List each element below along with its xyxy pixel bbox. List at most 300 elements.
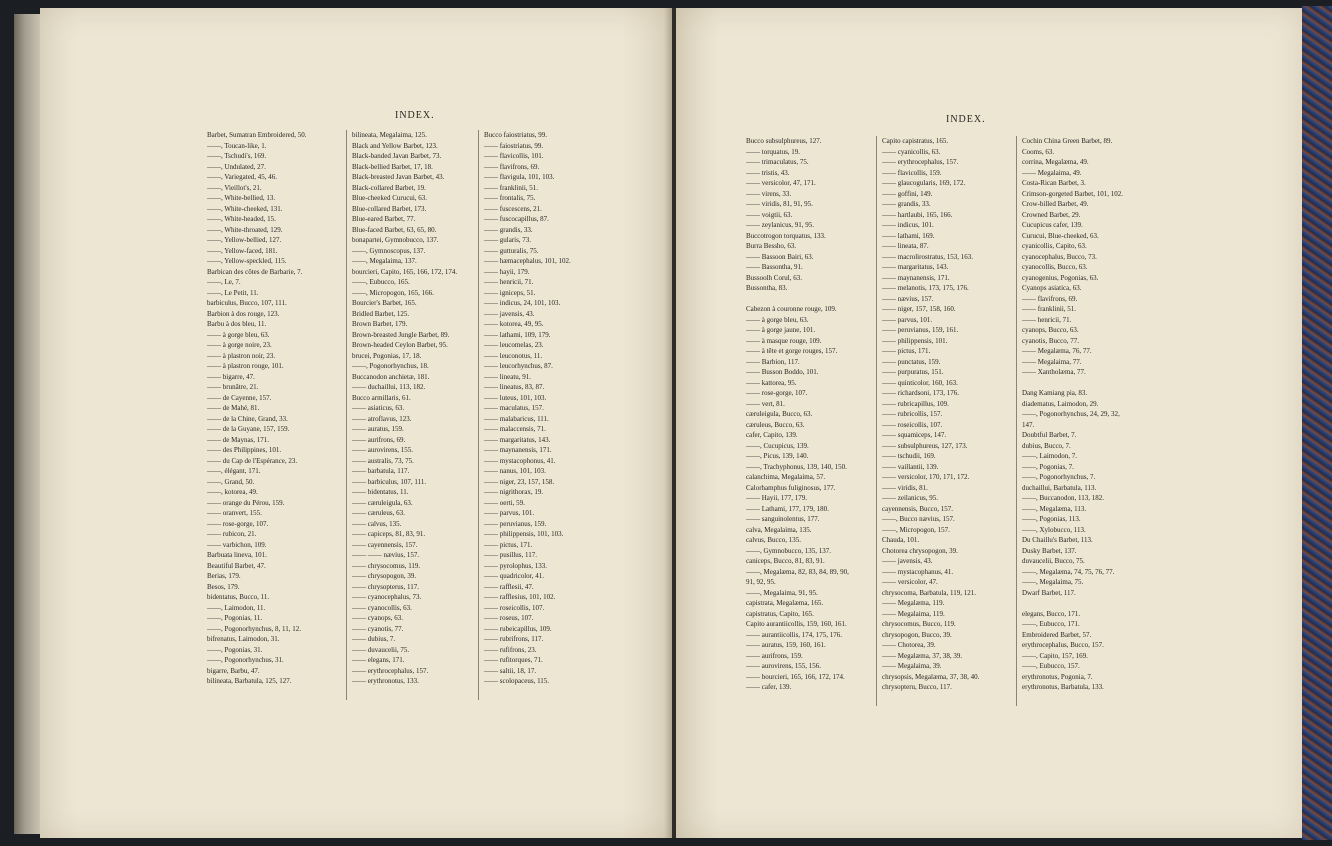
index-entry: Bussontha, 83. bbox=[746, 284, 788, 292]
index-entry: Cooms, 63. bbox=[1022, 147, 1055, 156]
index-entry: cyanicollis, Capito, 63. bbox=[1022, 242, 1087, 250]
index-entry: —— mystacophonus, 41. bbox=[484, 456, 556, 465]
index-entry: —— zeilanicus, 95. bbox=[882, 494, 938, 502]
index-entry: —— squamiceps, 147. bbox=[882, 431, 947, 439]
index-entry: —— gularis, 73. bbox=[484, 236, 532, 244]
index-entry: ——, Le Petit, 11. bbox=[207, 288, 259, 297]
index-entry: —— javensis, 43. bbox=[882, 557, 933, 565]
index-entry: ——, Capito, 157, 169. bbox=[1022, 651, 1088, 660]
left-column-3 bbox=[484, 130, 624, 702]
index-entry: Bucco armillaris, 61. bbox=[352, 393, 411, 402]
index-entry: Costa-Rican Barbet, 3. bbox=[1022, 179, 1086, 187]
index-entry: Bourcier's Barbet, 165. bbox=[352, 299, 417, 307]
index-entry: —— elegans, 171. bbox=[352, 656, 405, 664]
index-entry: —— subsulphureus, 127, 173. bbox=[882, 441, 968, 450]
index-entry: —— malabaricus, 111. bbox=[484, 414, 549, 423]
index-entry: —— auratus, 159, 160, 161. bbox=[746, 641, 826, 649]
index-entry: —— fuscescens, 21. bbox=[484, 204, 542, 213]
index-entry: —— gutturalis, 75. bbox=[484, 246, 539, 255]
index-entry: —— lathami, 169. bbox=[882, 231, 935, 240]
index-entry: ——, Pogonorhynchus, 8, 11, 12. bbox=[207, 624, 302, 633]
index-entry: —— sanguinolentus, 177. bbox=[746, 515, 820, 523]
index-entry: —— duchaillui, 113, 182. bbox=[352, 383, 426, 391]
index-entry: —— flavifrons, 69. bbox=[1022, 294, 1078, 303]
index-entry: ——, White-throated, 129. bbox=[207, 225, 283, 234]
index-entry: cafer, Capito, 139. bbox=[746, 431, 798, 439]
index-entry: —— javensis, 43. bbox=[484, 309, 535, 318]
index-entry: —— chrysocomus, 119. bbox=[352, 561, 421, 570]
index-entry: —— dubius, 7. bbox=[352, 635, 396, 643]
index-entry: —— oranvert, 155. bbox=[207, 509, 262, 517]
index-entry: —— henricii, 71. bbox=[1022, 315, 1072, 324]
index-entry: ——, Laimodon, 7. bbox=[1022, 452, 1078, 460]
index-entry: ——, Pogonias, 31. bbox=[207, 645, 263, 654]
index-entry: —— roseus, 107. bbox=[484, 614, 534, 622]
index-entry: ——, Pogonorhynchus, 31. bbox=[207, 656, 284, 664]
index-entry: ——, Yellow-faced, 181. bbox=[207, 246, 278, 255]
index-entry: —— lathami, 109, 179. bbox=[484, 330, 551, 339]
index-entry: —— flavigula, 101, 103. bbox=[484, 173, 555, 181]
index-entry: —— auratus, 159. bbox=[352, 425, 404, 433]
index-entry: cæruleus, Bucco, 63. bbox=[746, 420, 805, 429]
index-entry bbox=[1022, 378, 1162, 389]
index-entry: —— cæruleus, 63. bbox=[352, 509, 405, 517]
index-entry: —— parvus, 101. bbox=[882, 315, 933, 324]
index-entry: —— parvus, 101. bbox=[484, 509, 535, 517]
index-entry: Dwarf Barbet, 117. bbox=[1022, 588, 1076, 597]
index-entry: Blue-collared Barbet, 173. bbox=[352, 204, 427, 213]
index-entry: —— Megalaima, 77. bbox=[1022, 357, 1082, 366]
index-entry: —— rubeicapillus, 109. bbox=[484, 624, 552, 633]
index-entry: ——, Xylobucco, 113. bbox=[1022, 525, 1086, 534]
index-entry: —— flavicollis, 101. bbox=[484, 152, 544, 160]
index-entry: ——, Eubucco, 157. bbox=[1022, 662, 1080, 670]
index-entry: ——, Pogonorhynchus, 24, 29, 32, bbox=[1022, 410, 1120, 418]
book-page-edges bbox=[14, 14, 42, 834]
index-entry: ——, Megalæma, 113. bbox=[1022, 504, 1087, 513]
index-entry: —— lineata, 87. bbox=[882, 242, 929, 250]
index-entry: —— peruvianus, 159, 161. bbox=[882, 326, 959, 334]
index-entry: Buccanodon anchietæ, 181. bbox=[352, 372, 430, 381]
index-entry: Bucco faiostriatus, 99. bbox=[484, 131, 547, 139]
index-entry: —— hayii, 179. bbox=[484, 267, 530, 276]
index-entry: ——, Eubucco, 171. bbox=[1022, 620, 1080, 628]
index-entry: —— bidentatus, 11. bbox=[352, 488, 409, 496]
index-entry: cyanocephalus, Bucco, 73. bbox=[1022, 252, 1097, 261]
index-entry: —— cyanicollis, 63. bbox=[882, 147, 941, 156]
index-entry: —— philippensis, 101, 103. bbox=[484, 530, 564, 538]
index-entry: —— Chotorea, 39. bbox=[882, 641, 936, 649]
index-entry: —— bourcieri, 165, 166, 172, 174. bbox=[746, 672, 845, 681]
index-entry: —— versicolor, 170, 171, 172. bbox=[882, 473, 970, 481]
index-entry: ——, Buccanodon, 113, 182. bbox=[1022, 494, 1104, 502]
index-entry: —— cafer, 139. bbox=[746, 683, 792, 691]
index-entry: —— cæruleigula, 63. bbox=[352, 498, 413, 507]
index-entry: Cochin China Green Barbet, 89. bbox=[1022, 137, 1113, 145]
index-entry: —— cyanops, 63. bbox=[352, 614, 403, 622]
index-entry: —— grandis, 33. bbox=[484, 225, 533, 234]
index-entry: —— flavifrons, 69. bbox=[484, 162, 540, 171]
index-entry: —— des Philippines, 101. bbox=[207, 446, 282, 454]
index-entry: —— hartlaubi, 165, 166. bbox=[882, 210, 953, 219]
index-entry: —— luteus, 101, 103. bbox=[484, 393, 547, 402]
index-entry: —— tristis, 43. bbox=[746, 168, 790, 177]
index-entry: —— cyanotis, 77. bbox=[352, 624, 404, 633]
index-entry: —— rubrifrons, 117. bbox=[484, 635, 544, 643]
index-entry: Dusky Barbet, 137. bbox=[1022, 546, 1077, 555]
index-entry: ——, élégant, 171. bbox=[207, 467, 261, 475]
index-entry: Beautiful Barbet, 47. bbox=[207, 561, 266, 570]
index-entry: Besos, 179. bbox=[207, 582, 240, 591]
index-entry: —— indicus, 101. bbox=[882, 221, 934, 229]
index-entry: —— igniceps, 51. bbox=[484, 288, 536, 297]
index-entry: —— maynanensis, 171. bbox=[882, 273, 950, 282]
index-entry: —— versicolor, 47. bbox=[882, 578, 938, 586]
index-entry: ——, Undulated, 27. bbox=[207, 162, 266, 171]
index-entry: —— malaccensis, 71. bbox=[484, 425, 546, 433]
index-entry: —— de la Chine, Grand, 33. bbox=[207, 414, 288, 423]
index-entry: —— de la Guyane, 157, 159. bbox=[207, 425, 290, 433]
index-entry: Capito aurantiicollis, 159, 160, 161. bbox=[746, 620, 847, 628]
index-entry: chrysocoma, Barbatula, 119, 121. bbox=[882, 588, 977, 597]
index-entry: Cabezon à couronne rouge, 109. bbox=[746, 305, 837, 313]
index-entry: Black and Yellow Barbet, 123. bbox=[352, 141, 438, 150]
index-entry: —— chrysopterus, 117. bbox=[352, 582, 420, 591]
index-entry: —— de Mahé, 81. bbox=[207, 404, 260, 412]
index-entry: capistrata, Megalæma, 165. bbox=[746, 599, 824, 607]
index-entry: —— à plastron noir, 23. bbox=[207, 351, 276, 360]
index-entry: erythronotus, Barbatula, 133. bbox=[1022, 683, 1104, 691]
index-entry: ——, Vieillot's, 21. bbox=[207, 183, 262, 192]
index-entry: Barbican des côtes de Barbarie, 7. bbox=[207, 267, 303, 276]
index-entry: Chotorea chrysopogon, 39. bbox=[882, 546, 958, 555]
index-entry: —— indicus, 24, 101, 103. bbox=[484, 299, 561, 307]
index-entry: ——, Grand, 50. bbox=[207, 477, 255, 486]
index-entry: elegans, Bucco, 171. bbox=[1022, 609, 1081, 618]
index-entry: —— rose-gorge, 107. bbox=[207, 519, 269, 528]
index-entry: —— pusillus, 117. bbox=[484, 551, 538, 559]
index-entry: ——, Micropogon, 157. bbox=[882, 525, 950, 534]
index-entry: ——, Yellow-bellied, 127. bbox=[207, 236, 282, 244]
index-entry: ——, White-headed, 15. bbox=[207, 215, 276, 223]
index-entry: —— lineatus, 83, 87. bbox=[484, 383, 545, 391]
index-entry: ——, Gymnoscopus, 137. bbox=[352, 246, 426, 255]
index-entry: —— australis, 73, 75. bbox=[352, 456, 414, 465]
left-page bbox=[40, 8, 672, 838]
index-entry: ——, White-cheeked, 131. bbox=[207, 204, 283, 213]
index-entry: —— de Maynas, 171. bbox=[207, 435, 270, 444]
index-entry: —— rubricollis, 157. bbox=[882, 410, 943, 418]
index-entry: chrysopogon, Bucco, 39. bbox=[882, 630, 952, 639]
index-entry: —— grandis, 33. bbox=[882, 200, 931, 208]
index-entry: cæruleigula, Bucco, 63. bbox=[746, 410, 813, 418]
index-entry: —— punctatus, 159. bbox=[882, 357, 941, 366]
index-entry: chrysopsis, Megalæma, 37, 38, 40. bbox=[882, 672, 980, 681]
index-entry: —— faiostriatus, 99. bbox=[484, 141, 544, 150]
left-column-1 bbox=[207, 130, 335, 702]
index-entry: —— melanotis, 173, 175, 176. bbox=[882, 284, 969, 292]
index-entry: corrina, Megalæma, 49. bbox=[1022, 158, 1089, 166]
index-entry: —— tschudii, 169. bbox=[882, 452, 936, 460]
index-entry: —— erythrocephalus, 157. bbox=[352, 666, 429, 675]
index-entry: —— cyanocephalus, 73. bbox=[352, 593, 422, 601]
index-entry: Barbu à dos bleu, 11. bbox=[207, 320, 267, 328]
index-entry: Barbet, Sumatran Embroidered, 50. bbox=[207, 131, 307, 139]
index-entry: —— duvaucelii, 75. bbox=[352, 645, 410, 654]
index-entry: Barbion à dos rouge, 123. bbox=[207, 309, 280, 318]
index-entry: —— quinticolor, 160, 163. bbox=[882, 378, 958, 387]
index-entry: ——, Toucan-like, 1. bbox=[207, 141, 267, 150]
index-entry: Crow-billed Barbet, 49. bbox=[1022, 200, 1089, 208]
index-entry: —— franklinii, 51. bbox=[484, 183, 539, 192]
index-entry: Berias, 179. bbox=[207, 572, 241, 580]
index-entry bbox=[746, 294, 876, 305]
index-entry: ——, Gymnobucco, 135, 137. bbox=[746, 546, 831, 555]
index-entry: —— mystacophanus, 41. bbox=[882, 567, 954, 576]
index-entry: bonapartei, Gymnobucco, 137. bbox=[352, 236, 439, 244]
index-entry: Dang Kamiang pia, 83. bbox=[1022, 389, 1088, 397]
index-entry: ——, Variegated, 45, 46. bbox=[207, 173, 278, 181]
index-entry: —— à masque rouge, 109. bbox=[746, 336, 822, 345]
index-entry: calva, Megalaima, 135. bbox=[746, 525, 812, 534]
index-entry: ——, Megalaima, 137. bbox=[352, 257, 417, 265]
index-entry: —— à gorge noire, 23. bbox=[207, 341, 272, 349]
index-entry: ——, Megalaima, 75. bbox=[1022, 578, 1084, 586]
index-entry: —— leuconotus, 11. bbox=[484, 351, 543, 360]
index-entry: —— aurifrons, 69. bbox=[352, 435, 406, 444]
index-entry: —— pictus, 171. bbox=[882, 347, 931, 355]
index-entry: —— orange du Pérou, 159. bbox=[207, 498, 285, 507]
index-entry: —— à gorge bleu, 63. bbox=[746, 315, 809, 324]
index-entry: ——, Yellow-speckled, 115. bbox=[207, 257, 287, 265]
index-entry: —— cyanocollis, 63. bbox=[352, 603, 412, 612]
index-entry: —— Bassontha, 91. bbox=[746, 263, 803, 271]
index-entry: —— voigtii, 63. bbox=[746, 210, 793, 219]
marbled-cover-edge bbox=[1302, 6, 1332, 840]
index-entry: Blue-cheeked Curucui, 63. bbox=[352, 194, 428, 202]
right-page bbox=[676, 8, 1302, 838]
index-entry: —— chrysopogon, 39. bbox=[352, 572, 417, 580]
index-entry: Black-collared Barbet, 19. bbox=[352, 183, 426, 192]
index-entry: —— bigarre, 47. bbox=[207, 372, 255, 381]
index-entry: —— Busson Boddo, 101. bbox=[746, 368, 819, 376]
index-entry: chrysopteru, Bucco, 117. bbox=[882, 683, 952, 691]
index-entry: duchaillui, Barbatula, 113. bbox=[1022, 483, 1097, 492]
index-entry: —— leucorhynchus, 87. bbox=[484, 362, 553, 370]
index-entry: ——, Laimodon, 11. bbox=[207, 603, 266, 612]
index-entry: duvaucelii, Bucco, 75. bbox=[1022, 557, 1085, 565]
index-entry: —— hæmacephalus, 101, 102. bbox=[484, 257, 571, 265]
index-entry: —— rubicon, 21. bbox=[207, 530, 257, 538]
index-entry: —— varbichon, 109. bbox=[207, 540, 267, 549]
index-entry: —— margaritatus, 143. bbox=[484, 435, 551, 444]
index-entry: —— goffini, 149. bbox=[882, 189, 933, 198]
index-entry: ——, Pogonias, 11. bbox=[207, 614, 263, 622]
right-column-3 bbox=[1022, 136, 1162, 708]
index-entry: —— margaritatus, 143. bbox=[882, 263, 949, 271]
index-entry: —— quadricolor, 41. bbox=[484, 572, 544, 580]
right-column-1 bbox=[746, 136, 876, 708]
index-entry: Bucco subsulphureus, 127. bbox=[746, 137, 822, 145]
index-entry: —— nigrithorax, 19. bbox=[484, 488, 544, 496]
index-entry: bigarre, Barbu, 47. bbox=[207, 666, 260, 675]
index-entry: ——, Pogonias, 113. bbox=[1022, 515, 1081, 523]
index-entry: —— pyrolophus, 133. bbox=[484, 561, 547, 570]
index-entry: —— Lathami, 177, 179, 180. bbox=[746, 504, 829, 513]
index-entry: —— aurantiicollis, 174, 175, 176. bbox=[746, 630, 843, 639]
index-entry: —— aurovirens, 155, 156. bbox=[746, 662, 822, 670]
column-rule bbox=[346, 130, 347, 700]
index-entry: erythronotus, Pogonia, 7. bbox=[1022, 672, 1093, 681]
index-entry: —— versicolor, 47, 171. bbox=[746, 179, 816, 187]
index-entry: —— niger, 23, 157, 158. bbox=[484, 477, 555, 486]
index-entry: ——, Megalæma, 82, 83, 84, 89, 90, bbox=[746, 567, 849, 576]
index-entry: barbiculus, Bucco, 107, 111. bbox=[207, 299, 287, 307]
index-entry: Cucupicus cafer, 139. bbox=[1022, 221, 1083, 229]
index-entry: Brown-headed Ceylon Barbet, 95. bbox=[352, 341, 448, 349]
index-entry: ——, Le, 7. bbox=[207, 278, 241, 286]
index-entry: —— asiaticus, 63. bbox=[352, 404, 405, 412]
index-entry: —— viridis, 81, 91, 95. bbox=[746, 200, 813, 208]
index-entry: —— trimaculatus, 75. bbox=[746, 158, 809, 166]
index-entry: Crimson-gorgeted Barbet, 101, 102. bbox=[1022, 189, 1123, 198]
index-entry: Brown Barbet, 179. bbox=[352, 320, 408, 328]
index-entry: Blue-eared Barbet, 77. bbox=[352, 215, 416, 223]
index-entry: —— macrolirostratus, 153, 163. bbox=[882, 252, 973, 261]
index-entry: —— brunâtre, 21. bbox=[207, 383, 259, 391]
index-entry: —— capiceps, 81, 83, 91. bbox=[352, 530, 426, 538]
index-entry: —— Hayii, 177, 179. bbox=[746, 494, 808, 502]
column-rule bbox=[876, 136, 877, 706]
index-entry bbox=[1022, 598, 1162, 609]
right-page-header: INDEX. bbox=[946, 114, 986, 125]
index-entry: —— à gorge jaune, 101. bbox=[746, 326, 816, 334]
right-column-2 bbox=[882, 136, 1014, 708]
index-entry: —— glaucogularis, 169, 172. bbox=[882, 179, 966, 187]
index-entry: calanchima, Megalaima, 57. bbox=[746, 473, 826, 481]
index-entry: bilineata, Barbatula, 125, 127. bbox=[207, 677, 292, 685]
index-entry: Curucui, Blue-cheeked, 63. bbox=[1022, 231, 1099, 240]
index-entry: ——, Cucupicus, 139. bbox=[746, 441, 809, 450]
index-entry: —— rufifrons, 23. bbox=[484, 645, 537, 654]
index-entry: ——, Bucco nævius, 157. bbox=[882, 515, 955, 523]
index-entry: —— torquatus, 19. bbox=[746, 147, 801, 156]
index-entry: Du Chaillu's Barbet, 113. bbox=[1022, 536, 1093, 544]
index-entry: —— vert, 81. bbox=[746, 399, 785, 408]
index-entry: Barbuata lineva, 101. bbox=[207, 551, 267, 559]
index-entry: —— leucomelas, 23. bbox=[484, 341, 544, 349]
index-entry: —— kotorea, 49, 95. bbox=[484, 320, 544, 328]
index-entry: Blue-faced Barbet, 63, 65, 80. bbox=[352, 225, 437, 234]
index-entry: ——, Tschudi's, 169. bbox=[207, 152, 267, 160]
index-entry: —— richardsoni, 173, 176. bbox=[882, 389, 959, 397]
index-entry: dubius, Bucco, 7. bbox=[1022, 441, 1071, 450]
index-entry: —— lineatu, 91. bbox=[484, 372, 532, 381]
index-entry: Doubtful Barbet, 7. bbox=[1022, 431, 1077, 439]
index-entry: —— viridis, 81. bbox=[882, 483, 928, 492]
index-entry: Bridled Barbet, 125. bbox=[352, 309, 410, 318]
index-entry: —— niger, 157, 158, 160. bbox=[882, 305, 956, 313]
index-entry: Black-banded Javan Barbet, 73. bbox=[352, 152, 442, 160]
index-entry: Capito capistratus, 165. bbox=[882, 137, 949, 145]
index-entry: Burra Bessho, 63. bbox=[746, 242, 797, 250]
index-entry: —— scolopaceus, 115. bbox=[484, 677, 550, 685]
index-entry: —— fuscocapillus, 87. bbox=[484, 215, 549, 223]
index-entry: cyanops, Bucco, 63. bbox=[1022, 326, 1079, 334]
index-entry: —— philippensis, 101. bbox=[882, 336, 948, 345]
column-rule bbox=[478, 130, 479, 700]
index-entry: —— rose-gorge, 107. bbox=[746, 389, 808, 397]
index-entry: ——, Megalaima, 91, 95. bbox=[746, 588, 818, 597]
index-entry: Bussoolh Corul, 63. bbox=[746, 273, 803, 282]
index-entry: ——, Eubucco, 165. bbox=[352, 278, 410, 286]
index-entry: cayennensis, Bucco, 157. bbox=[882, 504, 953, 513]
index-entry: ——, Trachyphonus, 139, 140, 150. bbox=[746, 462, 847, 471]
index-entry: —— aurovirens, 155. bbox=[352, 446, 414, 454]
index-entry: bidentatus, Bucco, 11. bbox=[207, 593, 270, 601]
index-entry: —— rufitorques, 71. bbox=[484, 656, 543, 664]
index-entry: Crowned Barbet, 29. bbox=[1022, 210, 1081, 219]
index-entry: 91, 92, 95. bbox=[746, 578, 776, 586]
index-entry: —— à gorge bleu, 63. bbox=[207, 330, 270, 339]
index-entry: ——, Pogonias, 7. bbox=[1022, 462, 1074, 471]
index-entry: —— oerti, 59. bbox=[484, 498, 525, 507]
index-entry: —— frontalis, 75. bbox=[484, 194, 536, 202]
index-entry: —— virens, 33. bbox=[746, 189, 792, 198]
index-entry: —— maynanensis, 171. bbox=[484, 446, 552, 454]
index-entry: —— nanus, 101, 103. bbox=[484, 467, 546, 475]
index-entry: —— —— nævius, 157. bbox=[352, 551, 420, 559]
index-entry: bifrenatus, Laimodon, 31. bbox=[207, 635, 280, 643]
index-entry: —— zeylanicus, 91, 95. bbox=[746, 221, 815, 229]
column-rule bbox=[1016, 136, 1017, 706]
index-entry: —— calvus, 135. bbox=[352, 519, 402, 528]
index-entry: Black-breasted Javan Barbet, 43. bbox=[352, 173, 445, 181]
index-entry: ——, Megalæma, 74, 75, 76, 77. bbox=[1022, 567, 1115, 576]
index-entry: capistratus, Capito, 165. bbox=[746, 609, 814, 618]
index-entry: erythrocephalus, Bucco, 157. bbox=[1022, 641, 1104, 649]
index-entry: calvus, Bucco, 135. bbox=[746, 536, 802, 544]
index-entry: ——, kotorea, 49. bbox=[207, 488, 258, 496]
index-entry: —— Bassoon Bairi, 63. bbox=[746, 252, 814, 261]
index-entry: —— aurifrons, 159. bbox=[746, 651, 803, 660]
index-entry: chrysocomus, Bucco, 119. bbox=[882, 620, 956, 628]
index-entry: —— Megalaima, 119. bbox=[882, 609, 945, 618]
index-entry: —— Megalæma, 119. bbox=[882, 599, 945, 607]
index-entry: —— cayennensis, 157. bbox=[352, 540, 418, 549]
index-entry: 147. bbox=[1022, 420, 1035, 429]
index-entry: —— erythrocephalus, 157. bbox=[882, 158, 959, 166]
index-entry: —— rafflesius, 101, 102. bbox=[484, 593, 556, 601]
index-entry: —— Megalæma, 37, 38, 39. bbox=[882, 651, 963, 660]
index-entry: bilineata, Megalaima, 125. bbox=[352, 131, 427, 139]
index-entry: —— pictus, 171. bbox=[484, 540, 533, 549]
index-entry: ——, Micropogon, 165, 166. bbox=[352, 288, 434, 297]
index-entry: Black-bellied Barbet, 17, 18. bbox=[352, 162, 433, 171]
index-entry: —— Megalaima, 39. bbox=[882, 662, 942, 670]
index-entry: ——, Picus, 139, 140. bbox=[746, 452, 809, 460]
left-page-header: INDEX. bbox=[395, 110, 435, 121]
index-entry: cyanotis, Bucco, 77. bbox=[1022, 336, 1079, 345]
index-entry: cyanogenius, Pogonias, 63. bbox=[1022, 273, 1099, 282]
index-entry: —— peruvianus, 159. bbox=[484, 519, 547, 528]
index-entry: —— purpuratus, 151. bbox=[882, 368, 944, 376]
index-entry: —— du Cap de l'Espérance, 23. bbox=[207, 456, 298, 465]
index-entry: caniceps, Bucco, 81, 83, 91. bbox=[746, 557, 825, 565]
index-entry: Calorhamphus fuliginosus, 177. bbox=[746, 483, 836, 492]
index-entry: —— roseicollis, 107. bbox=[484, 603, 545, 612]
index-entry: Cyanops asiatica, 63. bbox=[1022, 284, 1082, 292]
